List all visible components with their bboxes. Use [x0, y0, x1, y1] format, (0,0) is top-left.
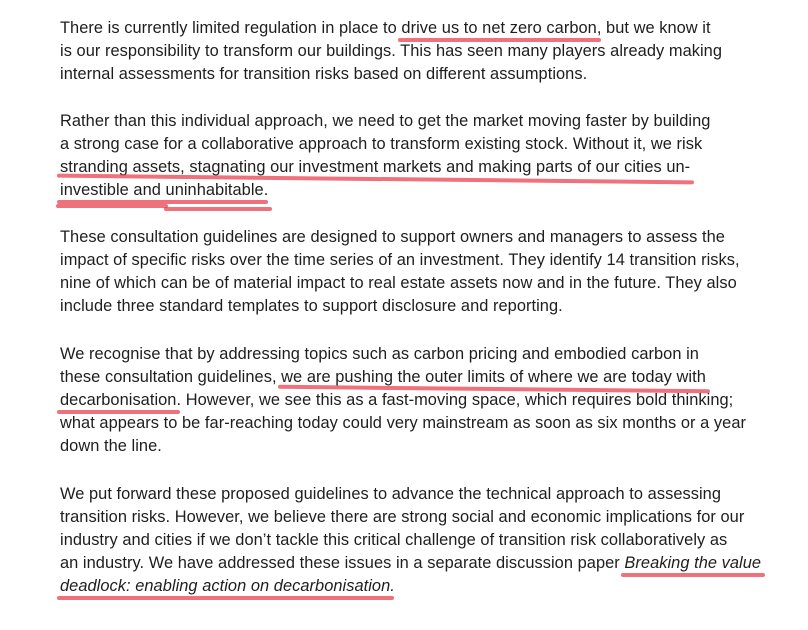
highlight-paper-title-cont: deadlock: enabling action on decarbonisation [60, 577, 391, 595]
paragraph-5-line-1: We put forward these proposed guidelines to advance the technical approach to assessing [60, 485, 721, 503]
paragraph-3-line-3: nine of which can be of material impact to real estate assets now and in the future. They also [60, 274, 737, 292]
highlight-net-zero: drive us to net zero carbon [401, 19, 597, 37]
highlight-decarbonisation: decarbonisation [60, 391, 177, 409]
paragraph-1-line-2: is our responsibility to transform our buildings. This has seen many players already making [60, 42, 722, 60]
paragraph-2-line-4: investible and uninhabitable. [60, 181, 269, 199]
paragraph-4-line-4: what appears to be far-reaching today could very mainstream as soon as six months or a year [60, 414, 747, 432]
paragraph-5-line-2: transition risks. However, we believe there are strong social and economic implications for our [60, 508, 745, 526]
highlight-uninhabitable: investible and uninhabitable [60, 181, 264, 199]
paragraph-5-line-3: industry and cities if we don’t tackle this critical challenge of transition risk collaboratively as [60, 531, 728, 549]
highlight-outer-limits: we are pushing the outer limits of where we are today with [281, 368, 706, 386]
highlight-stroke [56, 204, 168, 208]
paragraph-2-line-3 [60, 156, 690, 179]
paragraph-1-line-3: internal assessments for transition risks based on different assumptions. [60, 65, 588, 83]
highlight-stranding-assets: stranding assets, stagnating our investment markets and making parts of our cities un- [60, 158, 691, 176]
paragraph-1-line-1: There is currently limited regulation in place to drive us to net zero carbon, but we know it [60, 19, 711, 37]
paragraph-3-line-1: These consultation guidelines are designed to support owners and managers to assess the [60, 228, 725, 246]
highlight-paper-title: Breaking the value [624, 554, 762, 572]
paragraph-4-line-2: these consultation guidelines, we are pushing the outer limits of where we are today with [60, 368, 706, 386]
paragraph-5-line-5: deadlock: enabling action on decarbonisation. [60, 577, 395, 595]
highlight-stroke [164, 207, 272, 211]
paragraph-3-line-4: include three standard templates to support disclosure and reporting. [60, 297, 563, 315]
paragraph-2-line-2: a strong case for a collaborative approach to transform existing stock. Without it, we risk [60, 135, 703, 153]
paragraph-4-line-1: We recognise that by addressing topics such as carbon pricing and embodied carbon in [60, 345, 699, 363]
paragraph-4-line-5: down the line. [60, 437, 162, 455]
paragraph-4-line-3: decarbonisation. However, we see this as a fast-moving space, which requires bold thinking; [60, 391, 734, 409]
paragraph-3-line-2: impact of specific risks over the time series of an investment. They identify 14 transition risks, [60, 251, 740, 269]
paragraph-5-line-4: an industry. We have addressed these issues in a separate discussion paper Breaking the value [60, 554, 762, 572]
paragraph-2-line-1: Rather than this individual approach, we need to get the market moving faster by building [60, 112, 711, 130]
